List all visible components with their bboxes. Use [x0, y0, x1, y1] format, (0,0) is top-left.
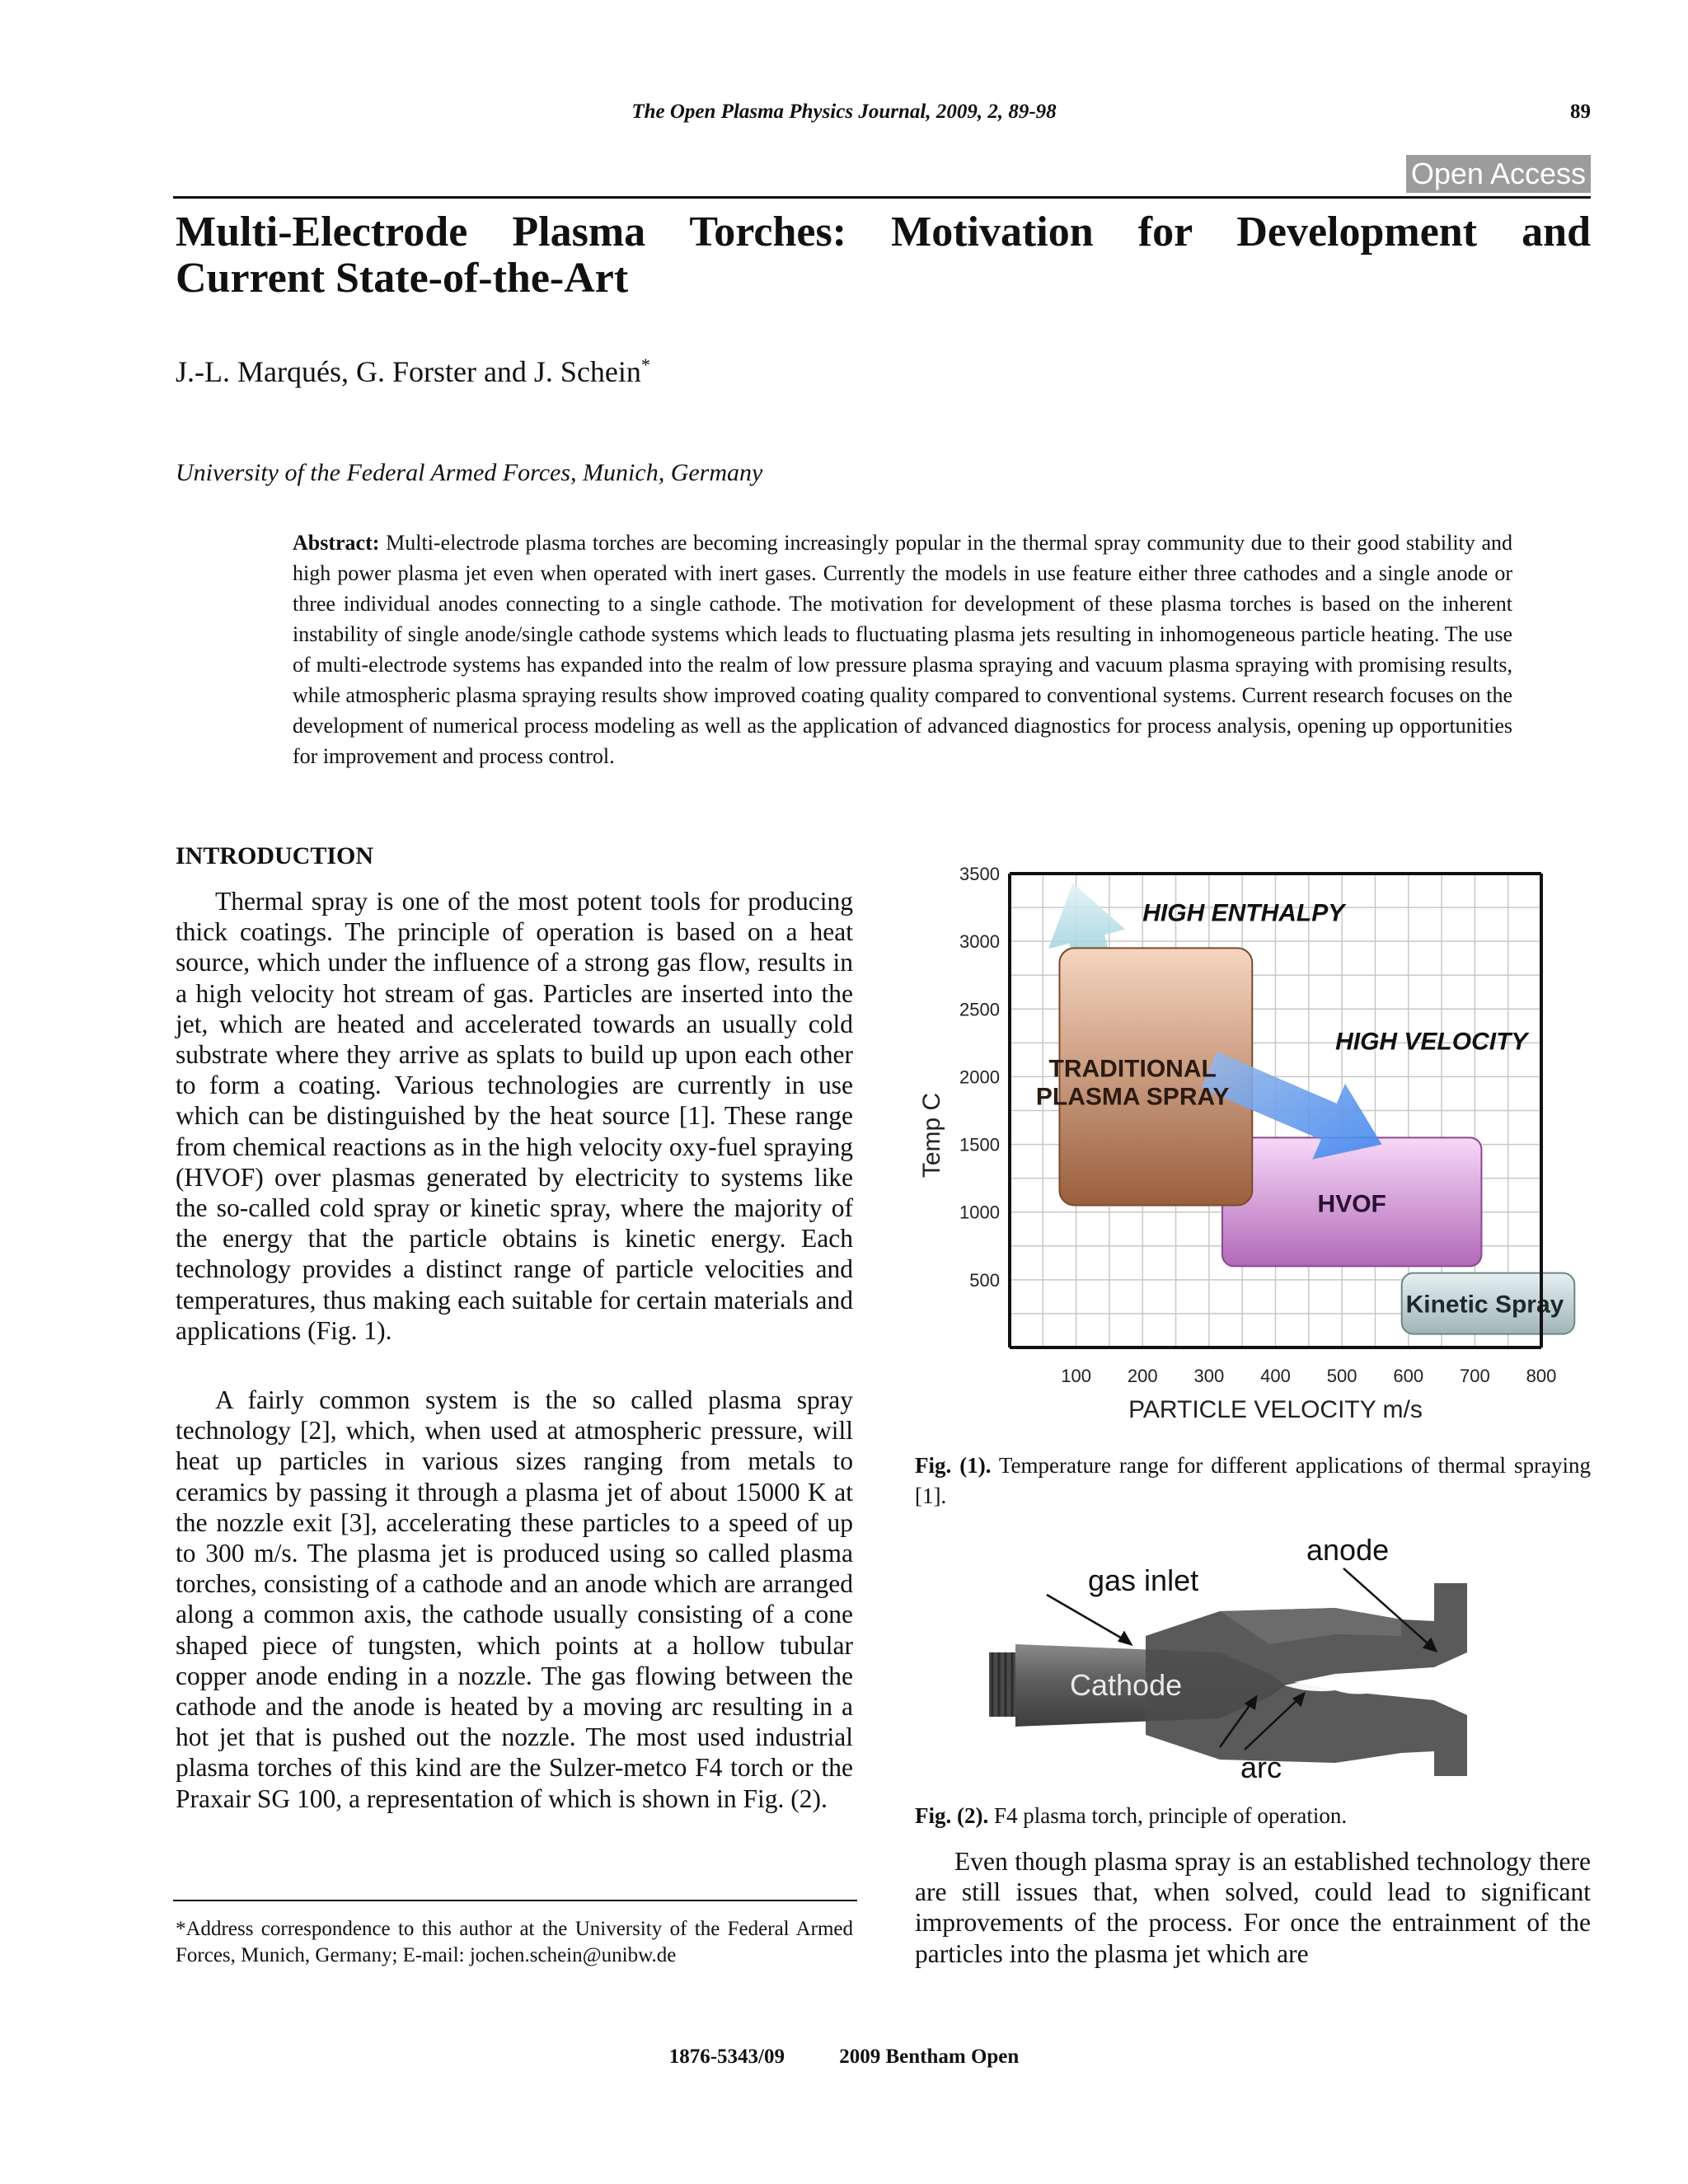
region-label-kinetic-spray: Kinetic Spray — [1405, 1291, 1564, 1319]
x-tick-label: 200 — [1127, 1366, 1158, 1386]
figure-2-caption-text: F4 plasma torch, principle of operation. — [988, 1803, 1348, 1828]
figure-1-caption-text: Temperature range for different applications of thermal spraying [1]. — [915, 1453, 1592, 1508]
figure-2-torch-illustration — [973, 1529, 1550, 1784]
intro-paragraph-1: Thermal spray is one of the most potent tools for producing thick coatings. The principle of operation is based on a heat source, which under the influence of a strong gas flow, results in a high velocity hot stream of gas. Particles are inserted into the jet, which are heated and accelerated towards an usually cold substrate where they arrive as splats to build up upon each other to form a coating. Various technologies are currently in use which can be distinguished by the heat source [1]. These range from chemical reactions as in the high velocity oxy-fuel spraying (HVOF) over plasmas generated by electricity to systems like the so-called cold spray or kinetic spray, where the majority of the energy that the particle obtains is kinetic energy. Each technology provides a distinct range of particle velocities and temperatures, thus making each suitable for certain materials and applications (Fig. 1). — [176, 887, 853, 1345]
right-column-paragraph: Even though plasma spray is an established technology there are still issues that, when solved, could lead to significant improvements of the process. For once the entrainment of the particles into the plasma jet which are — [915, 1847, 1591, 1968]
x-tick-label: 100 — [1061, 1366, 1091, 1386]
cathode-label: Cathode — [1070, 1668, 1183, 1702]
figure-1-caption — [915, 1451, 1591, 1511]
y-tick-label: 1500 — [959, 1134, 1000, 1155]
region-label-line: PLASMA SPRAY — [1035, 1083, 1230, 1111]
issn: 1876-5343/09 — [668, 2046, 785, 2068]
footnote-rule — [173, 1900, 857, 1901]
y-tick-label: 1000 — [959, 1202, 1000, 1223]
abstract-label: Abstract: — [293, 531, 380, 555]
intro-paragraph-2: A fairly common system is the so called plasma spray technology [2], which, when used at atmospheric pressure, will heat up particles in various sizes ranging from metals to ceramics by passing it through a plasma jet of about 15000 K at the nozzle exit [3], accelerating these particles to a speed of up to 300 m/s. The plasma jet is produced using so called plasma torches, consisting of a cathode and an anode which are arranged along a common axis, the cathode usually consisting of a cone shaped piece of tungsten, which points at a hollow tubular copper anode ending in a nozzle. The gas flowing between the cathode and the anode is heated by a moving arc resulting in a hot jet that is pushed out the nozzle. The most used industrial plasma torches of this kind are the Sulzer-metco F4 torch or the Praxair SG 100, a representation of which is shown in Fig. (2). — [176, 1385, 853, 1813]
gas-inlet-label: gas inlet — [1088, 1563, 1199, 1597]
title-line-1: Multi-Electrode Plasma Torches: Motivation for Development and — [176, 209, 1591, 255]
y-tick-label: 2000 — [959, 1066, 1000, 1088]
y-tick-label: 2500 — [959, 999, 1000, 1020]
figure-1-label: Fig. (1). — [915, 1453, 992, 1478]
figure-2-caption — [915, 1803, 1591, 1829]
chart-regions — [1036, 883, 1574, 1334]
y-tick-label: 3500 — [959, 864, 1000, 884]
author-mark: * — [640, 354, 650, 375]
page-footer — [0, 2046, 1688, 2069]
x-tick-label: 400 — [1260, 1366, 1291, 1386]
region-label-line: TRADITIONAL — [1048, 1055, 1217, 1083]
arc-label: arc — [1240, 1750, 1282, 1784]
y-axis-label: Temp C — [918, 1092, 945, 1179]
x-tick-label: 800 — [1526, 1366, 1557, 1386]
page-number: 89 — [1570, 101, 1591, 123]
x-tick-label: 600 — [1393, 1366, 1424, 1386]
title-line-2: Current State-of-the-Art — [176, 255, 629, 302]
section-heading: INTRODUCTION — [176, 842, 374, 869]
paper-title — [176, 209, 1591, 302]
authors — [176, 354, 650, 389]
chart-annotation: HIGH VELOCITY — [1335, 1028, 1528, 1056]
x-tick-label: 300 — [1193, 1366, 1225, 1386]
author-names: J.-L. Marqués, G. Forster and J. Schein — [176, 355, 641, 388]
anode-label: anode — [1306, 1533, 1390, 1567]
x-axis-label: PARTICLE VELOCITY m/s — [1128, 1396, 1423, 1418]
y-tick-label: 500 — [969, 1269, 1000, 1291]
x-tick-label: 700 — [1460, 1366, 1490, 1386]
journal-header: The Open Plasma Physics Journal, 2009, 2, 89-98 — [631, 101, 1057, 123]
y-tick-label: 3000 — [959, 931, 1000, 953]
open-access-badge: Open Access — [1406, 155, 1591, 193]
region-label-hvof: HVOF — [1317, 1190, 1386, 1218]
affiliation: University of the Federal Armed Forces, Munich, Germany — [176, 459, 763, 486]
region-label-traditional — [1036, 1055, 1230, 1110]
publisher: 2009 Bentham Open — [839, 2046, 1020, 2068]
footnote: *Address correspondence to this author at the University of the Federal Armed Forces, Munich, Germany; E-mail: jochen.schein@unibw.de — [176, 1918, 853, 1966]
x-tick-label: 500 — [1326, 1366, 1357, 1386]
header-rule — [173, 196, 1591, 199]
figure-2-label: Fig. (2). — [915, 1803, 989, 1828]
anode-body — [1146, 1583, 1467, 1776]
chart-annotation: HIGH ENTHALPY — [1142, 899, 1345, 927]
figure-1-chart — [907, 849, 1599, 1418]
abstract-text: Multi-electrode plasma torches are becoming increasingly popular in the thermal spray community due to their good stability and high power plasma jet even when operated with inert gases. Currently the models in use feature either three cathodes and a single anode or three individual anodes connecting to a single cathode. The motivation for development of these plasma torches is based on the inherent instability of single anode/single cathode systems which leads to fluctuating plasma jets resulting in inhomogeneous particle heating. The use of multi-electrode systems has expanded into the realm of low pressure plasma spraying and vacuum plasma spraying with promising results, while atmospheric plasma spraying results show improved coating quality compared to conventional systems. Current research focuses on the development of numerical process modeling as well as the application of advanced diagnostics for process analysis, opening up opportunities for improvement and process control. — [293, 531, 1512, 768]
abstract — [293, 527, 1512, 771]
